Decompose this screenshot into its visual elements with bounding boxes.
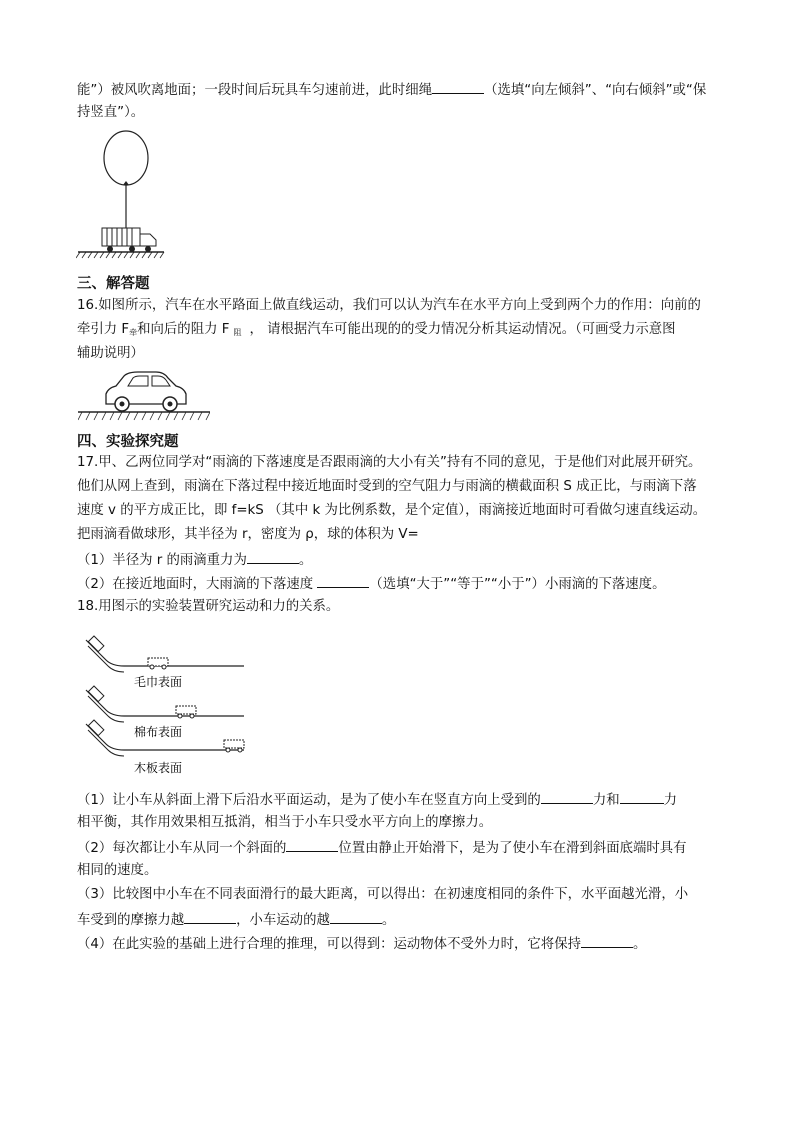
ramp-experiment-figure <box>84 628 248 776</box>
q18-part-3: （3）比较图中小车在不同表面滑行的最大距离，可以得出：在初速度相同的条件下，水平面越光滑，小 <box>77 887 689 902</box>
car <box>106 372 186 411</box>
q17-line-1: 17.甲、乙两位同学对“雨滴的下落速度是否跟雨滴的大小有关”持有不同的意见，于是他们对此展开研究。 <box>77 455 702 470</box>
q17-line-3: 速度 v 的平方成正比，即 f=kS （其中 k 为比例系数，是个定值），雨滴接近地面时可看做匀速直线运动。 <box>77 503 707 518</box>
ramp-cotton <box>86 686 244 722</box>
q18-line-1: 18.用图示的实验装置研究运动和力的关系。 <box>77 599 340 614</box>
q18-part-4: （4）在此实验的基础上进行合理的推理，可以得到：运动物体不受外力时，它将保持 。 <box>77 933 646 955</box>
cart <box>148 658 168 669</box>
surface-label-cotton: 棉布表面 <box>134 725 183 739</box>
answer-blank[interactable] <box>286 837 338 852</box>
q18-part-1: （1）让小车从斜面上滑下后沿水平面运动，是为了使小车在竖直方向上受到的 力和 力 <box>77 789 677 811</box>
balloon <box>104 131 148 185</box>
q17-line-4: 把雨滴看做球形，其半径为 r，密度为 ρ，球的体积为 V= <box>77 527 419 542</box>
q18-part-2: （2）每次都让小车从同一个斜面的 位置由静止开始滑下，是为了使小车在滑到斜面底端时具有 <box>77 837 687 859</box>
q17-line-2: 他们从网上查到，雨滴在下落过程中接近地面时受到的空气阻力与雨滴的横截面积 S 成正比，与雨滴下落 <box>77 479 697 494</box>
q18-part-2-cont: 相同的速度。 <box>77 863 158 878</box>
section-title-3: 三、解答题 <box>77 276 150 292</box>
q17-part-1: （1）半径为 r 的雨滴重力为 。 <box>77 549 312 571</box>
q18-part-3-cont: 车受到的摩擦力越 ，小车运动的越 。 <box>77 909 395 931</box>
q16-line-1: 16.如图所示，汽车在水平路面上做直线运动，我们可以认为汽车在水平方向上受到两个力的作用：向前的 <box>77 298 701 313</box>
q17-part-2: （2）在接近地面时，大雨滴的下落速度 （选填“大于”“等于”“小于”）小雨滴的下落速度。 <box>77 573 665 595</box>
answer-blank[interactable] <box>620 789 664 804</box>
q16-line-3: 辅助说明） <box>77 346 144 361</box>
q15-line-2: 持竖直”）。 <box>77 105 145 120</box>
answer-blank[interactable] <box>184 909 236 924</box>
q16-line-2: 牵引力 $F_牵$和向后的阻力 F $_阻$ ， 请根据汽车可能出现的的受力情况分析其运动情况。（可画受力示意图 <box>77 322 676 337</box>
section-title-4: 四、实验探究题 <box>77 434 179 450</box>
answer-blank[interactable] <box>581 933 633 948</box>
answer-blank[interactable] <box>330 909 382 924</box>
toy-truck <box>102 228 156 252</box>
answer-blank[interactable] <box>541 789 593 804</box>
answer-blank[interactable] <box>432 79 484 94</box>
answer-blank[interactable] <box>247 549 299 564</box>
q18-part-1-cont: 相平衡，其作用效果相互抵消，相当于小车只受水平方向上的摩擦力。 <box>77 815 493 830</box>
answer-blank[interactable] <box>317 573 369 588</box>
surface-label-towel: 毛巾表面 <box>134 675 183 689</box>
ramp-towel <box>86 636 244 672</box>
balloon-truck-figure <box>76 128 166 264</box>
car-figure <box>78 370 210 422</box>
q15-line-1: 能”）被风吹离地面；一段时间后玩具车匀速前进，此时细绳 （选填“向左倾斜”、“向右倾斜”或“保 <box>77 79 706 101</box>
surface-label-wood: 木板表面 <box>134 761 183 775</box>
